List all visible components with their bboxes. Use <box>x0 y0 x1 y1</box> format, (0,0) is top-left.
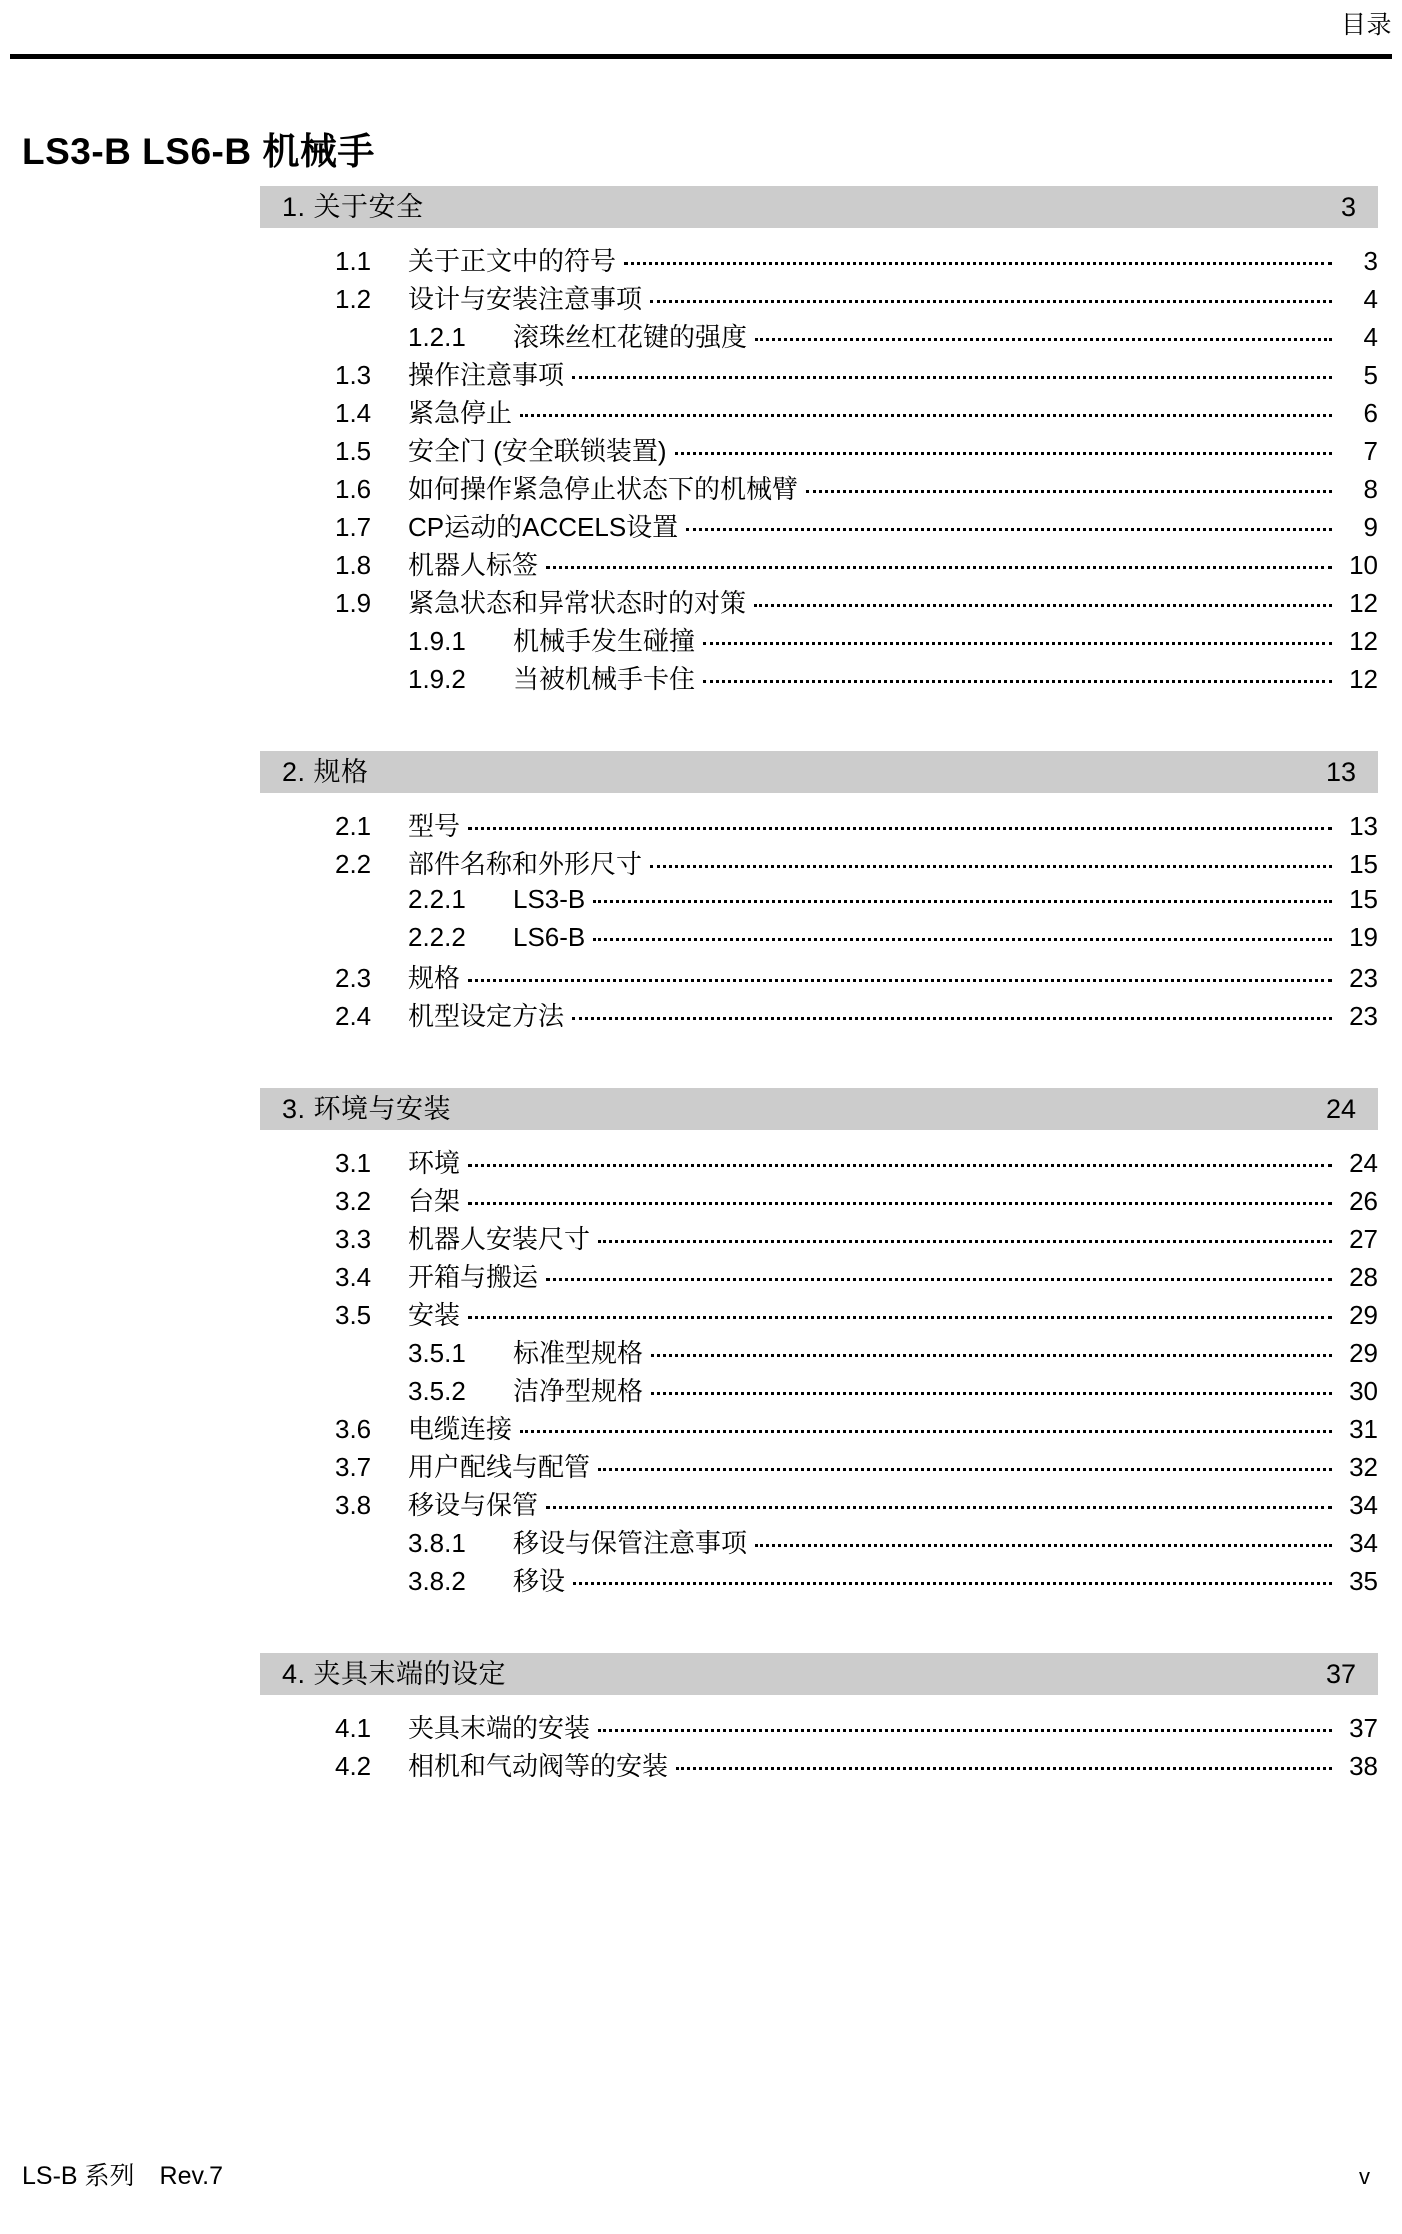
toc-entry-title: 开箱与搬运 <box>408 1262 539 1292</box>
toc-entry-page-number: 24 <box>1349 1148 1378 1178</box>
toc-entry-dot-leader <box>593 920 1332 946</box>
toc-entry[interactable] <box>260 1143 1378 1181</box>
toc-entry[interactable] <box>260 1561 1378 1599</box>
toc-chapter-label: 3. 环境与安装 <box>282 1094 452 1124</box>
toc-entry[interactable] <box>260 507 1378 545</box>
toc-entry[interactable] <box>260 1409 1378 1447</box>
toc-entry-dot-leader <box>598 1711 1332 1737</box>
toc-entry-title: 部件名称和外形尺寸 <box>408 849 643 879</box>
toc-entry-title: 操作注意事项 <box>408 360 565 390</box>
toc-entry-dot-leader <box>468 961 1332 987</box>
toc-chapter-label: 1. 关于安全 <box>282 192 424 222</box>
toc-entry-page-number: 23 <box>1349 1001 1378 1031</box>
toc-chapter <box>260 1088 1378 1599</box>
toc-chapter-header[interactable] <box>260 1653 1378 1695</box>
toc-entry-title: 相机和气动阀等的安装 <box>408 1751 669 1781</box>
toc-chapter-header[interactable] <box>260 1088 1378 1130</box>
toc-entry-page-number: 27 <box>1349 1224 1378 1254</box>
toc-entry-page-number: 13 <box>1349 811 1378 841</box>
toc-entry[interactable] <box>260 806 1378 844</box>
toc-entry-number: 1.9.2 <box>408 664 466 694</box>
toc-entry-page-number: 34 <box>1349 1528 1378 1558</box>
toc-entry-page-number: 38 <box>1349 1751 1378 1781</box>
toc-entry-number: 3.6 <box>335 1414 372 1444</box>
toc-entry-title: 洁净型规格 <box>513 1376 644 1406</box>
toc-entry-dot-leader <box>546 548 1332 574</box>
toc-entry[interactable] <box>260 1371 1378 1409</box>
toc-entry-dot-leader <box>520 396 1332 422</box>
toc-entry-number: 1.9.1 <box>408 626 466 656</box>
toc-entry-title: 电缆连接 <box>408 1414 513 1444</box>
toc-entry-dot-leader <box>703 662 1332 688</box>
toc-entry[interactable] <box>260 1219 1378 1257</box>
toc-entry[interactable] <box>260 1257 1378 1295</box>
toc-chapter-header[interactable] <box>260 186 1378 228</box>
toc-entry[interactable] <box>260 1746 1378 1784</box>
toc-entry[interactable] <box>260 1181 1378 1219</box>
toc-entry-dot-leader <box>468 1184 1332 1210</box>
toc-entry-dot-leader <box>686 510 1332 536</box>
toc-entry-page-number: 31 <box>1349 1414 1378 1444</box>
toc-entry-dot-leader <box>651 1336 1332 1362</box>
toc-entry[interactable] <box>260 958 1378 996</box>
toc-chapter-label: 2. 规格 <box>282 757 369 787</box>
toc-entry-title: 如何操作紧急停止状态下的机械臂 <box>408 474 799 504</box>
toc-entry-dot-leader <box>624 244 1332 270</box>
toc-entry-number: 3.8.2 <box>408 1566 466 1596</box>
toc-entry-number: 2.2.2 <box>408 922 466 952</box>
toc-entry-number: 3.8.1 <box>408 1528 466 1558</box>
toc-entry-number: 1.8 <box>335 550 372 580</box>
toc-entry[interactable] <box>260 659 1378 697</box>
toc-entry-number: 1.1 <box>335 246 372 276</box>
toc-entry[interactable] <box>260 844 1378 882</box>
toc-entry-page-number: 35 <box>1349 1566 1378 1596</box>
document-title: LS3-B LS6-B 机械手 <box>22 130 375 172</box>
toc-chapter <box>260 1653 1378 1784</box>
toc-entry-number: 3.3 <box>335 1224 372 1254</box>
toc-entry[interactable] <box>260 1333 1378 1371</box>
toc-entry[interactable] <box>260 1295 1378 1333</box>
toc-entry-title: 紧急停止 <box>408 398 513 428</box>
toc-entry-number: 3.7 <box>335 1452 372 1482</box>
page-header <box>10 8 1392 60</box>
toc-entry-page-number: 9 <box>1363 512 1378 542</box>
toc-entry-page-number: 12 <box>1349 626 1378 656</box>
toc-entry-page-number: 12 <box>1349 588 1378 618</box>
toc-entry-title: 移设与保管 <box>408 1490 539 1520</box>
toc-entry-page-number: 7 <box>1363 436 1378 466</box>
toc-entry-title: 滚珠丝杠花键的强度 <box>513 322 748 352</box>
toc-entry-title: 环境 <box>408 1148 461 1178</box>
toc-entry-title: 移设与保管注意事项 <box>513 1528 748 1558</box>
toc-entry-number: 3.4 <box>335 1262 372 1292</box>
toc-entry-dot-leader <box>468 1298 1332 1324</box>
toc-entry-page-number: 4 <box>1363 284 1378 314</box>
toc-entry-title: 规格 <box>408 963 461 993</box>
toc-entry-title: 安装 <box>408 1300 461 1330</box>
toc-entry-dot-leader <box>468 809 1332 835</box>
toc-entry-dot-leader <box>593 882 1332 908</box>
toc-entry-dot-leader <box>675 434 1332 460</box>
toc-entry-page-number: 15 <box>1349 884 1378 914</box>
toc-entry-page-number: 12 <box>1349 664 1378 694</box>
toc-chapter <box>260 751 1378 1034</box>
toc-entry-title: 紧急状态和异常状态时的对策 <box>408 588 747 618</box>
toc-entry[interactable] <box>260 920 1378 958</box>
toc-entry[interactable] <box>260 545 1378 583</box>
toc-chapter-page-number: 13 <box>1325 757 1356 787</box>
toc-entry-page-number: 37 <box>1349 1713 1378 1743</box>
toc-entry-title: 设计与安装注意事项 <box>408 284 643 314</box>
toc-entry-dot-leader <box>754 586 1332 612</box>
toc-entry-number: 3.5.1 <box>408 1338 466 1368</box>
toc-entry-title: 型号 <box>408 811 461 841</box>
toc-entry-page-number: 3 <box>1363 246 1378 276</box>
toc-entry-page-number: 15 <box>1349 849 1378 879</box>
toc-entry-dot-leader <box>572 999 1332 1025</box>
footer-page-number: v <box>1359 2164 1370 2189</box>
toc-entry-number: 1.2 <box>335 284 372 314</box>
toc-entry-page-number: 23 <box>1349 963 1378 993</box>
toc-entry-list <box>260 793 1378 1034</box>
toc-entry-dot-leader <box>676 1749 1332 1775</box>
toc-entry-title: 关于正文中的符号 <box>408 246 617 276</box>
toc-entry[interactable] <box>260 431 1378 469</box>
toc-entry-title: 移设 <box>513 1566 566 1596</box>
toc-entry-title: CP运动的ACCELS设置 <box>408 512 679 542</box>
toc-entry-number: 2.1 <box>335 811 372 841</box>
toc-chapter-label: 4. 夹具末端的设定 <box>282 1659 507 1689</box>
footer-manual-revision: LS-B 系列 Rev.7 <box>22 2162 223 2190</box>
toc-entry-title: LS3-B <box>513 884 586 914</box>
toc-entry[interactable] <box>260 1523 1378 1561</box>
toc-entry-number: 2.3 <box>335 963 372 993</box>
toc-entry[interactable] <box>260 621 1378 659</box>
toc-chapter-page-number: 24 <box>1325 1094 1356 1124</box>
toc-entry-number: 3.5.2 <box>408 1376 466 1406</box>
toc-entry-number: 3.5 <box>335 1300 372 1330</box>
toc-entry-title: 安全门 (安全联锁装置) <box>408 436 667 466</box>
toc-entry-page-number: 29 <box>1349 1300 1378 1330</box>
toc-entry-dot-leader <box>573 1564 1332 1590</box>
toc-entry-dot-leader <box>755 1526 1332 1552</box>
toc-entry-page-number: 34 <box>1349 1490 1378 1520</box>
toc-entry[interactable] <box>260 355 1378 393</box>
toc-entry-number: 1.2.1 <box>408 322 466 352</box>
header-title: 目录 <box>1340 11 1392 39</box>
toc-entry-number: 1.9 <box>335 588 372 618</box>
toc-entry-dot-leader <box>650 282 1332 308</box>
toc-entry[interactable] <box>260 1708 1378 1746</box>
toc-entry-page-number: 5 <box>1363 360 1378 390</box>
toc-entry-number: 2.2.1 <box>408 884 466 914</box>
toc-entry-dot-leader <box>572 358 1332 384</box>
toc-chapter-gap <box>260 1034 1378 1088</box>
header-rule <box>10 54 1392 59</box>
toc-entry-title: 机器人标签 <box>408 550 539 580</box>
toc-entry[interactable] <box>260 583 1378 621</box>
page-footer <box>22 2156 1370 2192</box>
toc-entry-page-number: 30 <box>1349 1376 1378 1406</box>
toc-entry-title: 机器人安装尺寸 <box>408 1224 591 1254</box>
toc-entry[interactable] <box>260 996 1378 1034</box>
toc-entry-page-number: 32 <box>1349 1452 1378 1482</box>
toc-entry-title: 标准型规格 <box>513 1338 644 1368</box>
toc-entry-page-number: 29 <box>1349 1338 1378 1368</box>
toc-entry-page-number: 8 <box>1363 474 1378 504</box>
table-of-contents <box>260 186 1378 1784</box>
toc-entry-page-number: 10 <box>1349 550 1378 580</box>
toc-entry-page-number: 19 <box>1349 922 1378 952</box>
toc-entry-number: 1.7 <box>335 512 372 542</box>
toc-entry-title: 台架 <box>408 1186 461 1216</box>
toc-entry-dot-leader <box>598 1450 1332 1476</box>
toc-entry-number: 1.4 <box>335 398 372 428</box>
toc-entry[interactable] <box>260 393 1378 431</box>
toc-entry-number: 1.3 <box>335 360 372 390</box>
toc-entry-title: 机型设定方法 <box>408 1001 565 1031</box>
toc-entry[interactable] <box>260 1447 1378 1485</box>
toc-entry-list <box>260 1130 1378 1599</box>
toc-entry-number: 3.8 <box>335 1490 372 1520</box>
toc-entry-number: 4.2 <box>335 1751 372 1781</box>
toc-entry[interactable] <box>260 241 1378 279</box>
toc-chapter-page-number: 3 <box>1340 192 1356 222</box>
toc-entry-number: 4.1 <box>335 1713 372 1743</box>
toc-entry-dot-leader <box>703 624 1332 650</box>
toc-entry-page-number: 4 <box>1363 322 1378 352</box>
toc-chapter-page-number: 37 <box>1325 1659 1356 1689</box>
toc-entry-dot-leader <box>468 1146 1332 1172</box>
toc-entry-title: 夹具末端的安装 <box>408 1713 591 1743</box>
toc-entry-page-number: 28 <box>1349 1262 1378 1292</box>
toc-chapter-header[interactable] <box>260 751 1378 793</box>
toc-entry[interactable] <box>260 317 1378 355</box>
toc-entry-list <box>260 228 1378 697</box>
toc-entry-number: 1.5 <box>335 436 372 466</box>
toc-entry[interactable] <box>260 1485 1378 1523</box>
toc-entry[interactable] <box>260 279 1378 317</box>
toc-entry-list <box>260 1695 1378 1784</box>
toc-chapter <box>260 186 1378 697</box>
toc-entry[interactable] <box>260 882 1378 920</box>
toc-entry-dot-leader <box>598 1222 1332 1248</box>
toc-entry-page-number: 26 <box>1349 1186 1378 1216</box>
toc-entry-title: 当被机械手卡住 <box>513 664 696 694</box>
toc-entry-title: 机械手发生碰撞 <box>513 626 696 656</box>
toc-entry-dot-leader <box>650 847 1332 873</box>
toc-entry-number: 1.6 <box>335 474 372 504</box>
toc-entry-dot-leader <box>546 1260 1332 1286</box>
toc-entry[interactable] <box>260 469 1378 507</box>
toc-chapter-gap <box>260 1599 1378 1653</box>
toc-entry-dot-leader <box>755 320 1332 346</box>
toc-entry-number: 2.2 <box>335 849 372 879</box>
toc-entry-page-number: 6 <box>1363 398 1378 428</box>
toc-entry-title: 用户配线与配管 <box>408 1452 591 1482</box>
toc-entry-dot-leader <box>806 472 1332 498</box>
toc-entry-title: LS6-B <box>513 922 586 952</box>
toc-entry-dot-leader <box>546 1488 1332 1514</box>
toc-entry-dot-leader <box>651 1374 1332 1400</box>
toc-entry-dot-leader <box>520 1412 1332 1438</box>
toc-chapter-gap <box>260 697 1378 751</box>
toc-entry-number: 3.2 <box>335 1186 372 1216</box>
toc-entry-number: 2.4 <box>335 1001 372 1031</box>
toc-entry-number: 3.1 <box>335 1148 372 1178</box>
